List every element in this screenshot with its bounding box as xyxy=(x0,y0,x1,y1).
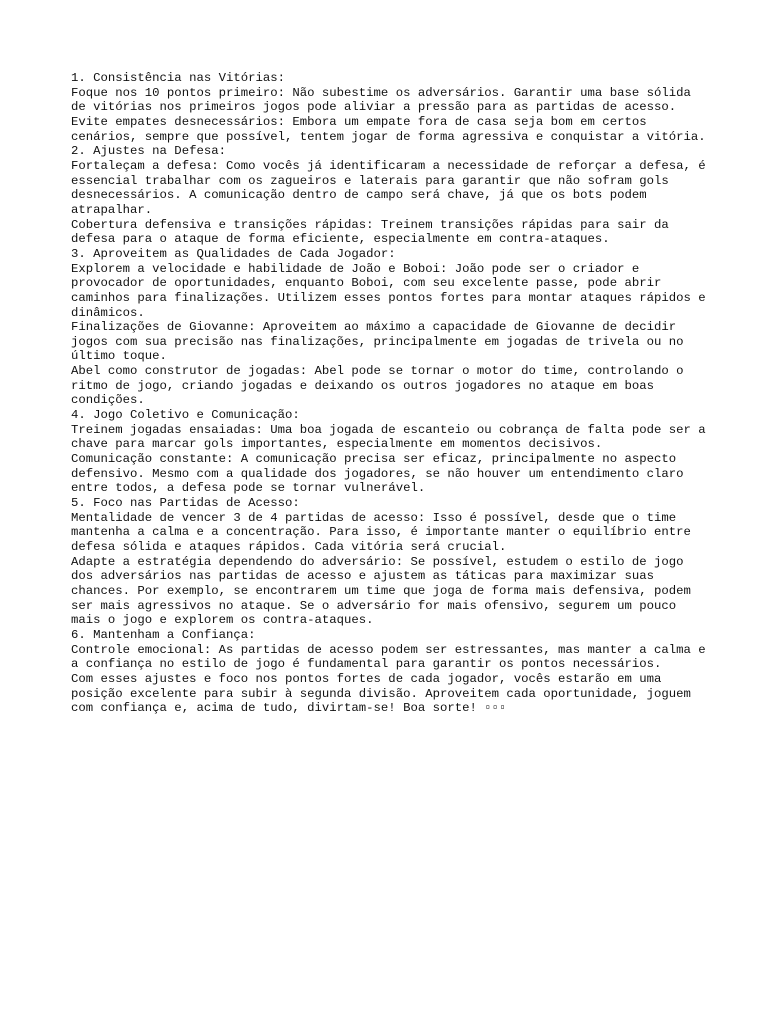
paragraph-abel: Abel como construtor de jogadas: Abel pode se tornar o motor do time, controlando o ritmo de jogo, criando jogadas e deixando os outros jogadores no ataque em boas condições. xyxy=(71,364,684,408)
paragraph-adapt-strategy: Adapte a estratégia dependendo do adversário: Se possível, estudem o estilo de jogo dos adversários nas partidas de acesso e ajustem as táticas para maximizar suas chances. Por exemplo, se encontrarem um time que joga de forma mais defensiva, podem ser mais agressivos no ataque. Se o adversário for mais ofensivo, segurem um pouco mais o jogo e explorem os contra-ataques. xyxy=(71,554,691,628)
paragraph-mentality: Mentalidade de vencer 3 de 4 partidas de acesso: Isso é possível, desde que o time mantenha a calma e a concentração. Para isso, é importante manter o equilíbrio entre defesa sólida e ataques rápidos. Cada vitória será crucial. xyxy=(71,510,691,554)
document-body xyxy=(71,71,711,716)
paragraph-focus-10-points: Foque nos 10 pontos primeiro: Não subestime os adversários. Garantir uma base sólida de vitórias nos primeiros jogos pode aliviar a pressão para as partidas de acesso. xyxy=(71,85,691,115)
paragraph-avoid-draws: Evite empates desnecessários: Embora um empate fora de casa seja bom em certos cenários, sempre que possível, tentem jogar de forma agressiva e conquistar a vitória. xyxy=(71,114,706,144)
paragraph-defensive-coverage: Cobertura defensiva e transições rápidas: Treinem transições rápidas para sair da defesa para o ataque de forma eficiente, especialmente em contra-ataques. xyxy=(71,217,669,247)
paragraph-set-pieces: Treinem jogadas ensaiadas: Uma boa jogada de escanteio ou cobrança de falta pode ser a chave para marcar gols importantes, especialmente em momentos decisivos. xyxy=(71,422,706,452)
paragraph-giovanne: Finalizações de Giovanne: Aproveitem ao máximo a capacidade de Giovanne de decidir jogos com sua precisão nas finalizações, principalmente em jogadas de trivela ou no último toque. xyxy=(71,320,684,364)
section-heading-consistency: 1. Consistência nas Vitórias: xyxy=(71,71,286,85)
paragraph-strengthen-defense: Fortaleçam a defesa: Como vocês já identificaram a necessidade de reforçar a defesa, é essencial trabalhar com os zagueiros e laterais para garantir que não sofram gols desnecessários. A comunicação dentro de campo será chave, já que os bots podem atrapalhar. xyxy=(71,158,706,217)
section-heading-defense: 2. Ajustes na Defesa: xyxy=(71,144,226,159)
paragraph-communication: Comunicação constante: A comunicação precisa ser eficaz, principalmente no aspecto defensivo. Mesmo com a qualidade dos jogadores, se não houver um entendimento claro entre todos, a defesa pode se tornar vulnerável. xyxy=(71,452,684,496)
section-heading-collective-play: 4. Jogo Coletivo e Comunicação: xyxy=(71,408,300,423)
section-heading-player-qualities: 3. Aproveitem as Qualidades de Cada Jogador: xyxy=(71,246,396,261)
section-heading-promotion-matches: 5. Foco nas Partidas de Acesso: xyxy=(71,496,300,511)
section-heading-confidence: 6. Mantenham a Confiança: xyxy=(71,627,256,642)
paragraph-closing: Com esses ajustes e foco nos pontos fortes de cada jogador, vocês estarão em uma posição excelente para subir à segunda divisão. Aproveitem cada oportunidade, joguem com confiança e, acima de tudo, divirtam-se! Boa sorte! ▫▫▫ xyxy=(71,671,691,716)
paragraph-joao-boboi: Explorem a velocidade e habilidade de João e Boboi: João pode ser o criador e provocador de oportunidades, enquanto Boboi, com seu excelente passe, pode abrir caminhos para finalizações. Utilizem esses pontos fortes para montar ataques rápidos e dinâmicos. xyxy=(71,261,706,320)
paragraph-emotional-control: Controle emocional: As partidas de acesso podem ser estressantes, mas manter a calma e a confiança no estilo de jogo é fundamental para garantir os pontos necessários. xyxy=(71,642,706,672)
